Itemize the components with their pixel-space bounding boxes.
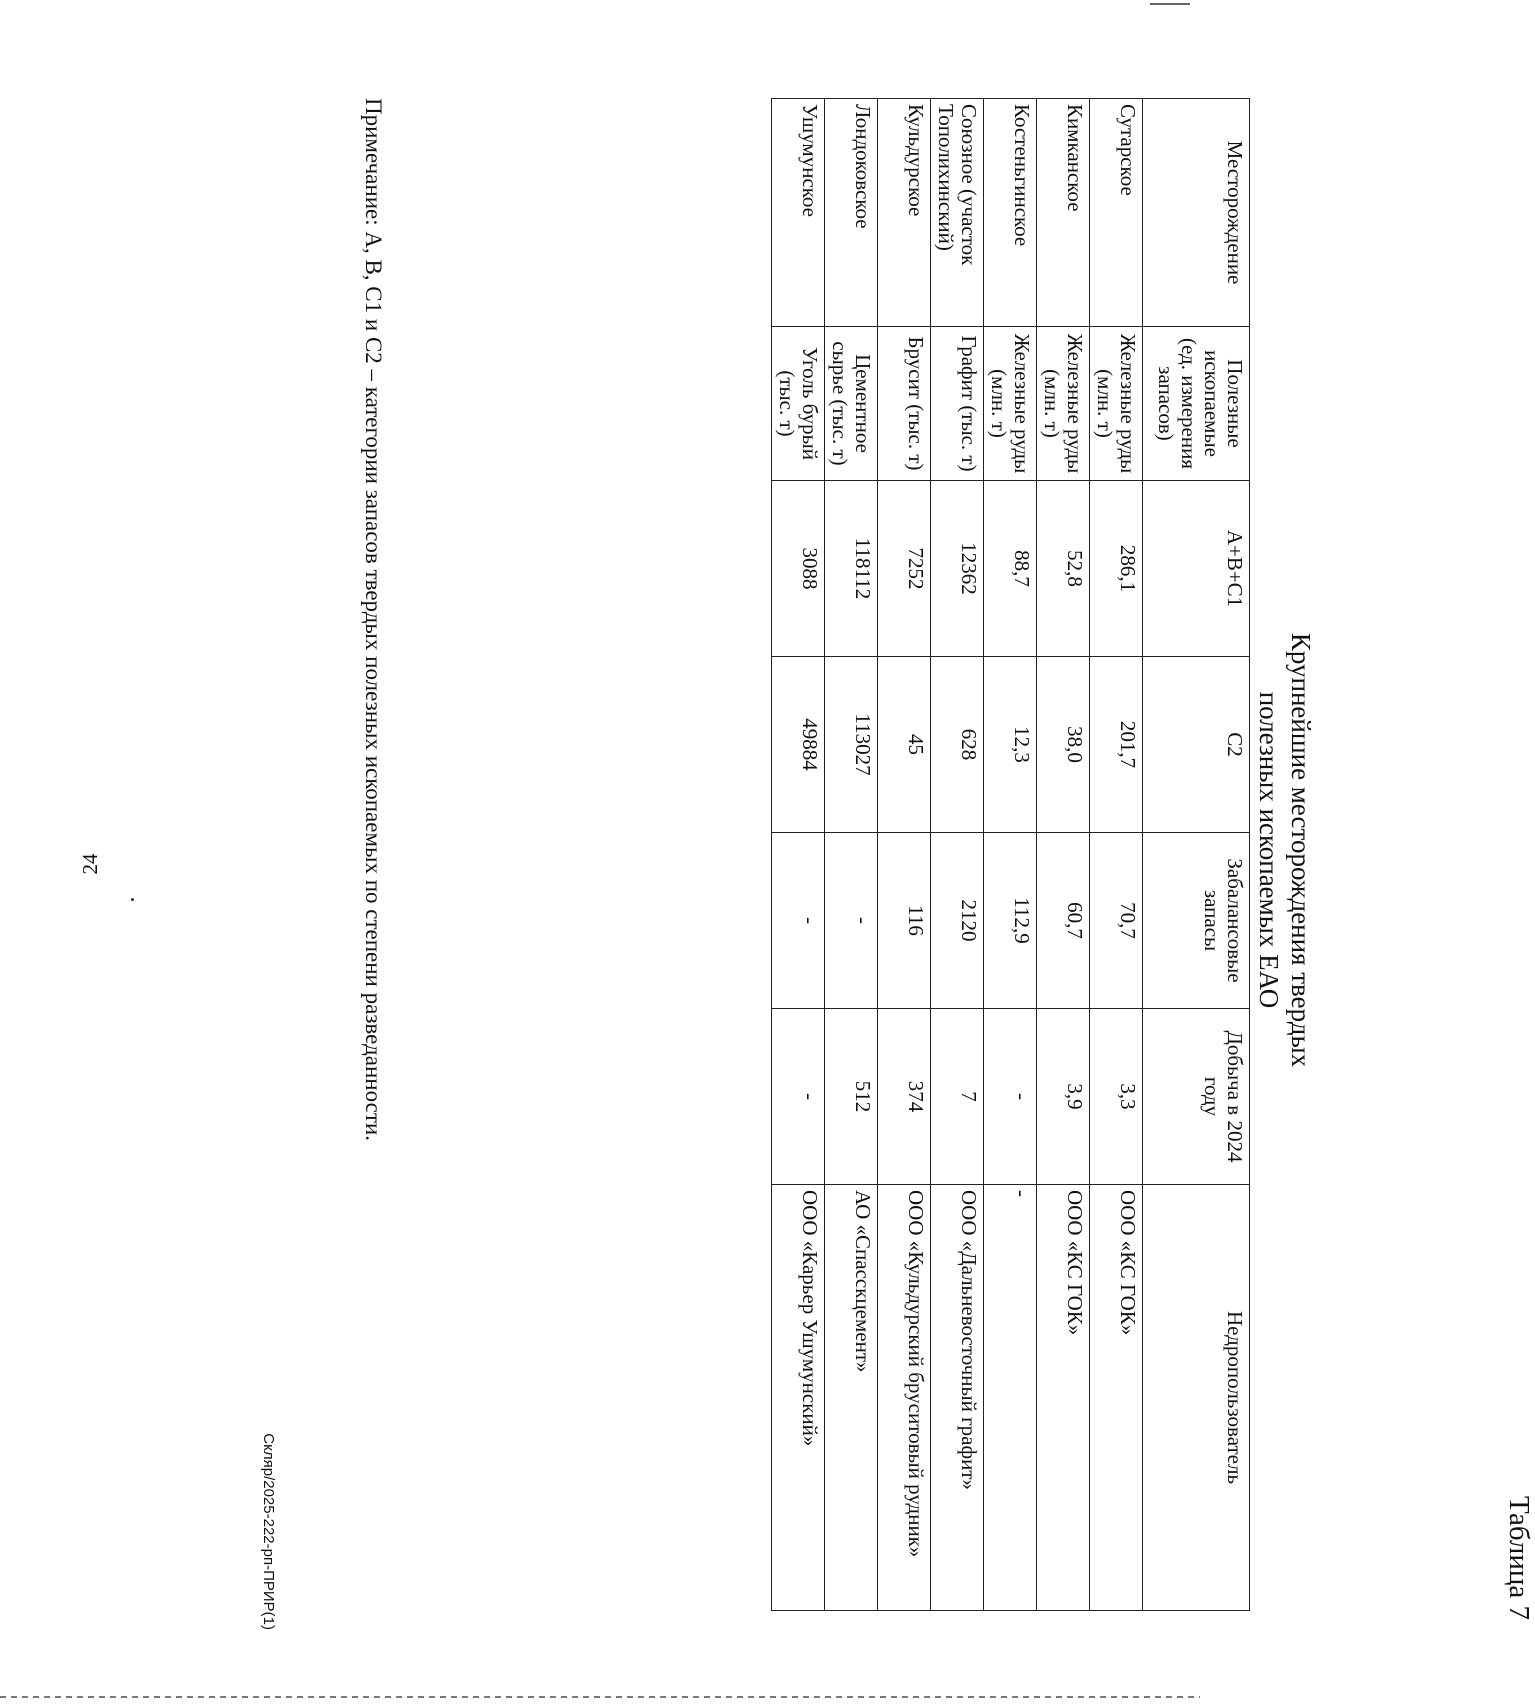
cell-mineral: Железные руды (млн. т) bbox=[984, 327, 1037, 481]
header-subsoil-user: Недропользователь bbox=[1143, 1185, 1250, 1611]
header-abc1: А+В+С1 bbox=[1143, 481, 1250, 657]
header-deposit: Месторождение bbox=[1143, 99, 1250, 327]
cell-production: 3,9 bbox=[1037, 1009, 1090, 1185]
header-c2: С2 bbox=[1143, 657, 1250, 833]
cell-abc1: 12362 bbox=[931, 481, 984, 657]
cell-mineral: Железные руды (млн. т) bbox=[1090, 327, 1143, 481]
cell-deposit: Союзное (участок Тополихинский) bbox=[931, 99, 984, 327]
scan-corner-mark bbox=[1150, 3, 1190, 5]
cell-deposit: Сутарское bbox=[1090, 99, 1143, 327]
cell-production: - bbox=[984, 1009, 1037, 1185]
cell-deposit: Костеньгинское bbox=[984, 99, 1037, 327]
cell-c2: 12,3 bbox=[984, 657, 1037, 833]
cell-deposit: Кимканское bbox=[1037, 99, 1090, 327]
cell-deposit: Лондоковское bbox=[825, 99, 878, 327]
cell-subsoil-user: ООО «Дальневосточный графит» bbox=[931, 1185, 984, 1611]
cell-mineral: Железные руды (млн. т) bbox=[1037, 327, 1090, 481]
cell-off-balance: 70,7 bbox=[1090, 833, 1143, 1009]
cell-abc1: 286,1 bbox=[1090, 481, 1143, 657]
cell-subsoil-user: ООО «Кульдурский бруситовый рудник» bbox=[878, 1185, 931, 1611]
cell-deposit: Кульдурское bbox=[878, 99, 931, 327]
cell-abc1: 52,8 bbox=[1037, 481, 1090, 657]
cell-production: 3,3 bbox=[1090, 1009, 1143, 1185]
header-mineral: Полезные ископаемые (ед. измерения запасов) bbox=[1143, 327, 1250, 481]
cell-production: 7 bbox=[931, 1009, 984, 1185]
document-code: Скляр/2025-222-рп-ПРИР(1) bbox=[260, 1433, 277, 1630]
cell-mineral: Цементное сырье (тыс. т) bbox=[825, 327, 878, 481]
cell-subsoil-user: ООО «КС ГОК» bbox=[1037, 1185, 1090, 1611]
header-off-balance: Забалансовые запасы bbox=[1143, 833, 1250, 1009]
cell-abc1: 118112 bbox=[825, 481, 878, 657]
table-header-row bbox=[1143, 99, 1250, 1611]
cell-subsoil-user: ООО «Карьер Ушумунский» bbox=[772, 1185, 825, 1611]
table-row bbox=[1037, 99, 1090, 1611]
scan-bottom-edge bbox=[0, 1696, 1200, 1698]
table-row bbox=[825, 99, 878, 1611]
cell-off-balance: - bbox=[825, 833, 878, 1009]
page-number: 24 bbox=[78, 853, 102, 875]
cell-c2: 201,7 bbox=[1090, 657, 1143, 833]
cell-subsoil-user: АО «Спасскцемент» bbox=[825, 1185, 878, 1611]
table-note: Примечание: А, В, С1 и С2 – категории запасов твердых полезных ископаемых по степени разведанности. bbox=[361, 98, 386, 1141]
cell-production: 512 bbox=[825, 1009, 878, 1185]
cell-c2: 113027 bbox=[825, 657, 878, 833]
cell-mineral: Уголь бурый (тыс. т) bbox=[772, 327, 825, 481]
cell-deposit: Ушумунское bbox=[772, 99, 825, 327]
cell-subsoil-user: - bbox=[984, 1185, 1037, 1611]
cell-mineral: Брусит (тыс. т) bbox=[878, 327, 931, 481]
cell-c2: 49884 bbox=[772, 657, 825, 833]
table-label: Таблица 7 bbox=[1503, 1495, 1535, 1620]
cell-mineral: Графит (тыс. т) bbox=[931, 327, 984, 481]
cell-off-balance: 60,7 bbox=[1037, 833, 1090, 1009]
table-title-line-2: полезных ископаемых ЕАО bbox=[1254, 691, 1284, 1009]
cell-abc1: 88,7 bbox=[984, 481, 1037, 657]
table-row bbox=[878, 99, 931, 1611]
cell-abc1: 3088 bbox=[772, 481, 825, 657]
table-row bbox=[984, 99, 1037, 1611]
deposits-table bbox=[771, 98, 1250, 1611]
table-title bbox=[1253, 70, 1317, 1630]
cell-off-balance: 2120 bbox=[931, 833, 984, 1009]
table-row bbox=[772, 99, 825, 1611]
cell-production: - bbox=[772, 1009, 825, 1185]
table-row bbox=[1090, 99, 1143, 1611]
cell-subsoil-user: ООО «КС ГОК» bbox=[1090, 1185, 1143, 1611]
cell-abc1: 7252 bbox=[878, 481, 931, 657]
cell-c2: 628 bbox=[931, 657, 984, 833]
header-production-2024: Добыча в 2024 году bbox=[1143, 1009, 1250, 1185]
cell-off-balance: - bbox=[772, 833, 825, 1009]
scan-speck bbox=[131, 898, 134, 901]
cell-c2: 45 bbox=[878, 657, 931, 833]
cell-c2: 38,0 bbox=[1037, 657, 1090, 833]
cell-off-balance: 112,9 bbox=[984, 833, 1037, 1009]
cell-production: 374 bbox=[878, 1009, 931, 1185]
cell-off-balance: 116 bbox=[878, 833, 931, 1009]
table-row bbox=[931, 99, 984, 1611]
rotated-content bbox=[215, 70, 1535, 1630]
table-title-line-1: Крупнейшие месторождения твердых bbox=[1286, 632, 1316, 1068]
